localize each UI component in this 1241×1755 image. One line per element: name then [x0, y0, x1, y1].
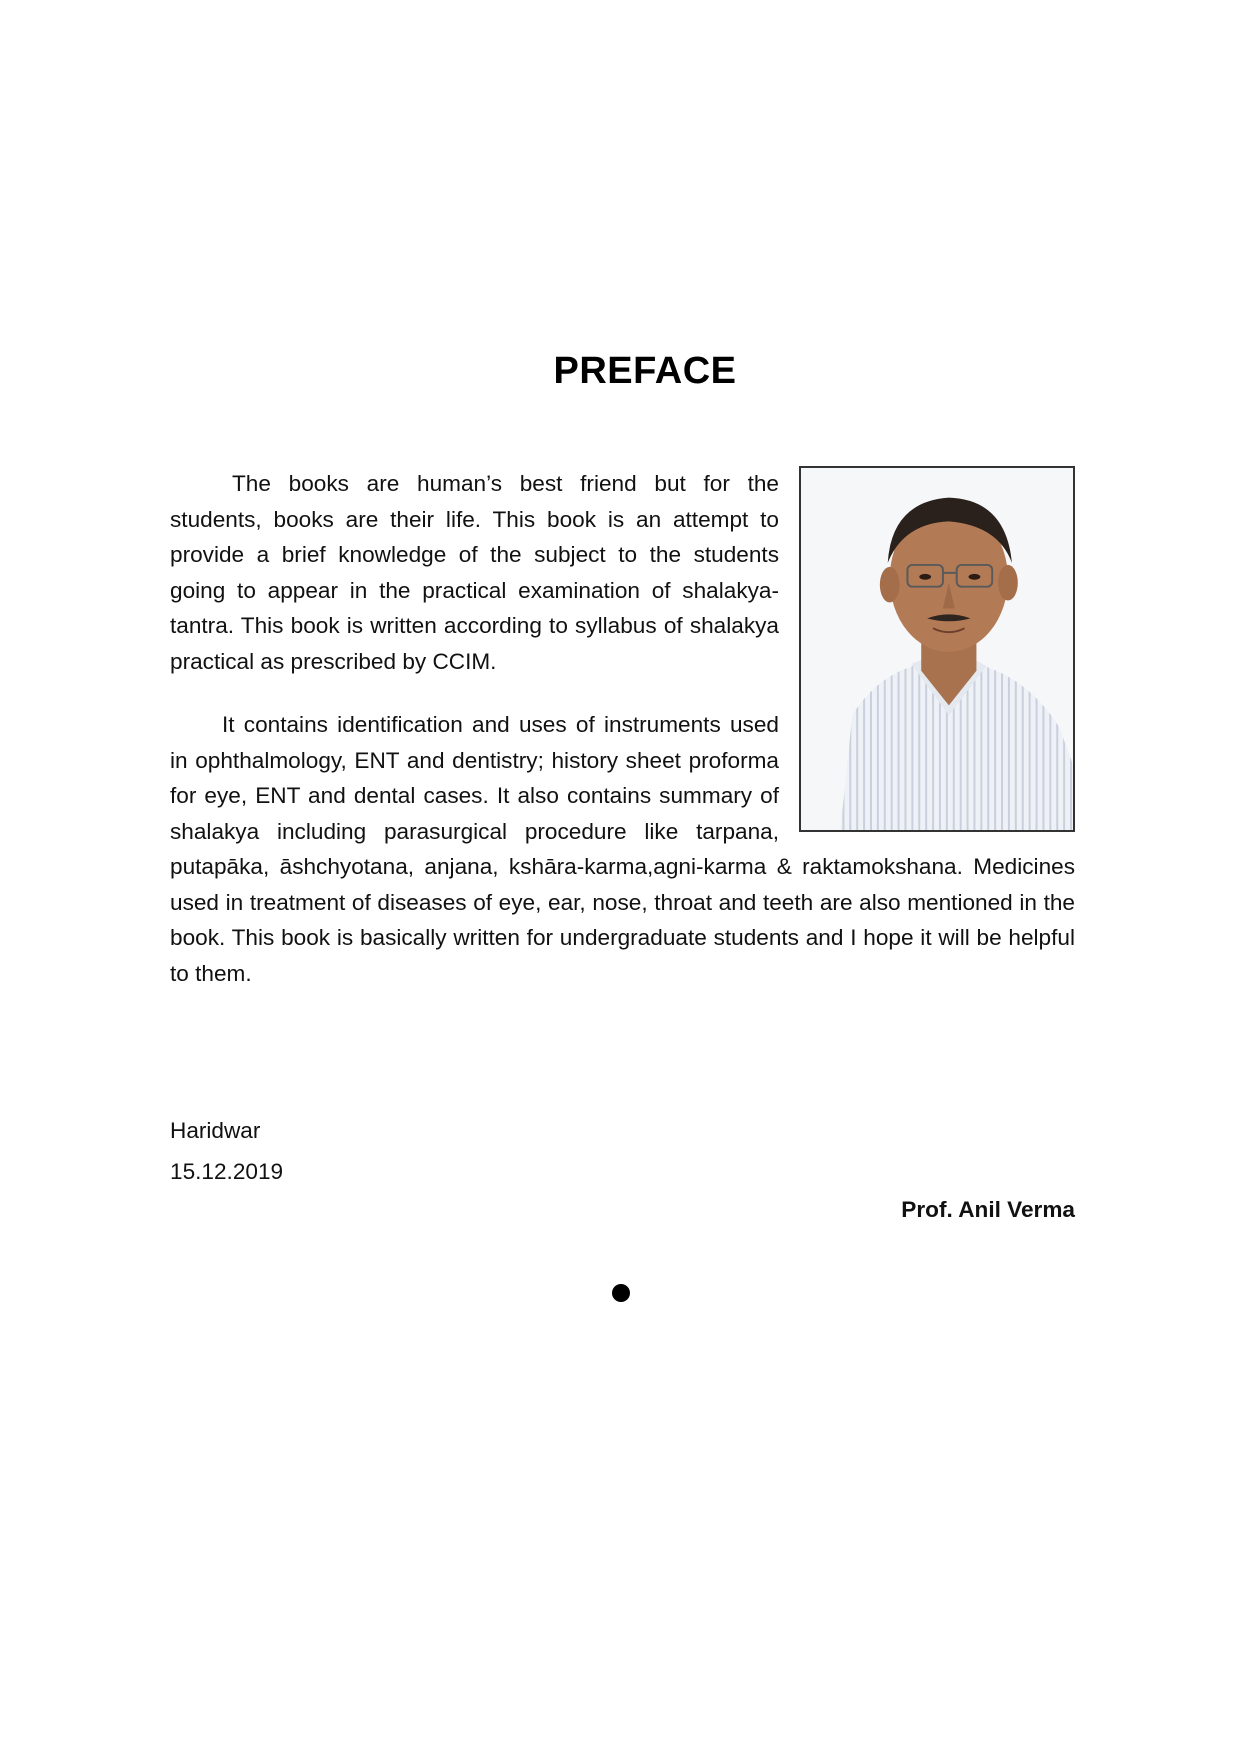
author-name: Prof. Anil Verma [901, 1197, 1075, 1222]
page-title: PREFACE [553, 350, 737, 392]
signature-place: Haridwar [170, 1118, 261, 1143]
preface-paragraph: The books are human’s best friend but for the students, books are their life. This book is an attempt to provide a brief knowledge of the subject to the students going to appear in the practical examination of shalakya-tantra. This book is written according to syllabus of shalakya practical as prescribed by CCIM. [170, 471, 779, 674]
preface-paragraph: It contains identification and uses of instruments used in ophthalmology, ENT and dentistry; history sheet proforma for eye, ENT and dental cases. It also contains summary of shalakya including parasurgical procedure like tarpana, putapāka, āshchyotana, anjana, kshāra-karma,agni-karma & raktamokshana. Medicines used in treatment of diseases of eye, ear, nose, throat and teeth are also mentioned in the book. This book is basically written for undergraduate students and I hope it will be helpful to them. [170, 712, 1075, 986]
preface-body [170, 466, 1075, 991]
author-photo [799, 466, 1075, 832]
portrait-image [801, 468, 1073, 830]
signature-date: 15.12.2019 [170, 1159, 284, 1184]
page-bullet-marker [612, 1284, 630, 1302]
